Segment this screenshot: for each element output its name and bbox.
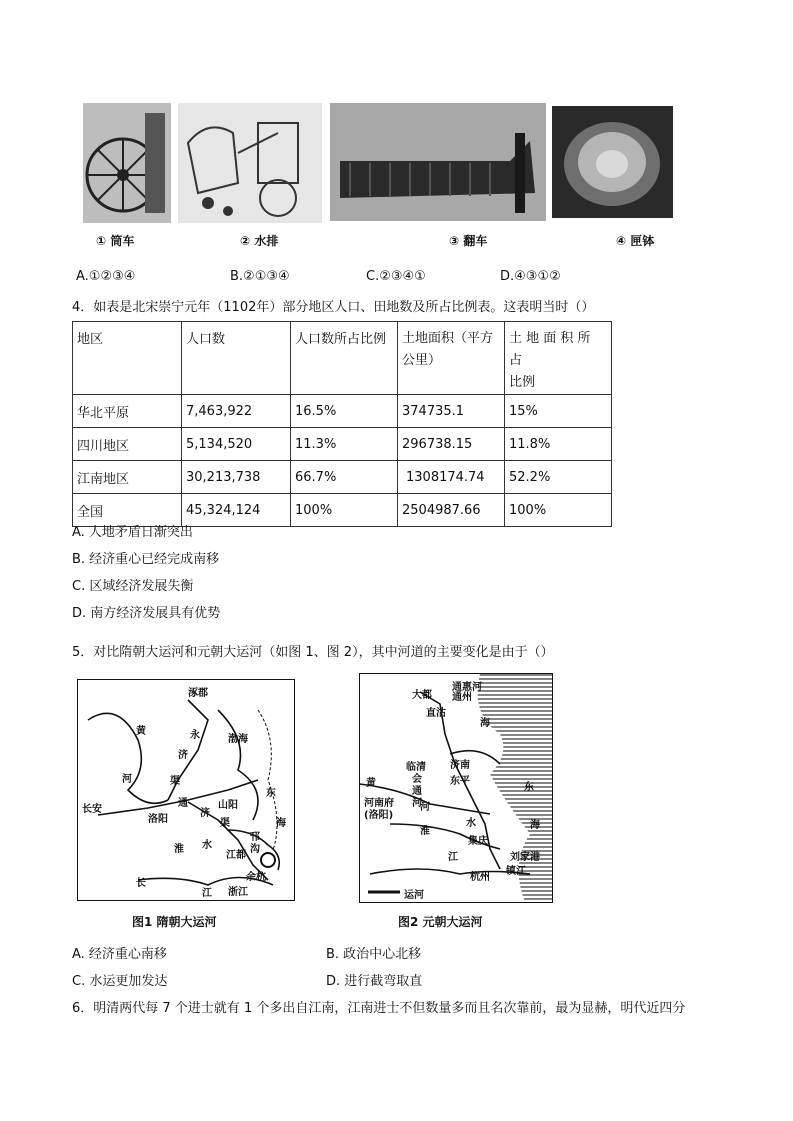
waterwheel-drawing [83,103,171,223]
chain-pump-image [330,103,546,221]
table-cell: 2504987.66 [398,494,505,527]
population-table [72,321,612,527]
map2-label: 临清 [406,762,426,773]
table-cell: 15% [505,395,612,428]
map2-label: 东 [524,782,534,793]
map1-label: 通 [178,798,188,809]
map1-label: 山阳 [218,800,238,811]
map2-label: 镇江 [506,866,526,877]
q4-option-c[interactable]: C. 区域经济发展失衡 [72,579,194,594]
image-caption-2: ② 水排 [240,234,279,248]
table-header-land-area: 土地面积（平方 公里） [398,322,505,395]
map2-label: 大都 [412,690,432,701]
map2-label: 集庆 [468,836,488,847]
chain-pump-drawing [330,103,546,221]
sui-canal-map [77,679,295,901]
kiln-bowl-drawing [552,106,673,218]
map1-label: 涿郡 [188,688,208,699]
map2-label: 河南府 [364,798,394,809]
q3-option-d[interactable]: D.④③①② [500,269,561,284]
map1-label: 河 [122,774,132,785]
table-row [73,395,612,428]
waterwheel-image [83,103,171,223]
table-header-population: 人口数 [182,322,291,395]
q3-option-c[interactable]: C.②③④① [366,269,426,284]
table-header-land-ratio: 土 地 面 积 所 占 比例 [505,322,612,395]
map2-label: 江 [448,852,458,863]
map1-label: 江都 [226,850,246,861]
yuan-canal-map [359,673,553,903]
q5-option-d[interactable]: D. 进行截弯取直 [326,974,423,989]
map1-label: 淮 [174,844,184,855]
table-cell: 296738.15 [398,428,505,461]
map1-label: 长 [136,878,146,889]
map2-legend-label: 运河 [404,890,424,901]
table-cell: 100% [505,494,612,527]
table-cell: 1308174.74 [398,461,505,494]
map2-label: 东平 [450,776,470,787]
table-cell: 华北平原 [73,395,182,428]
map2-label: 淮 [420,826,430,837]
map1-label: 渠 [170,776,180,787]
map1-label: 余杭 [246,872,266,883]
kiln-bowl-image [552,106,673,218]
table-row [73,428,612,461]
map1-label: 浙江 [228,887,248,898]
map2-label: 刘家港 [510,852,540,863]
table-cell: 30,213,738 [182,461,291,494]
table-cell: 四川地区 [73,428,182,461]
q5-option-c[interactable]: C. 水运更加发达 [72,974,168,989]
map2-label: 黄 [366,778,376,789]
map1-label: 渠 [220,818,230,829]
map1-label: 永 [190,730,200,741]
table-cell: 5,134,520 [182,428,291,461]
sui-canal-lines [78,680,294,900]
bellows-image [178,103,322,223]
map1-label: 东 [266,788,276,799]
table-header-population-ratio: 人口数所占比例 [291,322,398,395]
q5-option-a[interactable]: A. 经济重心南移 [72,947,167,962]
map1-label: 海 [276,818,286,829]
map1-label: 邗 [250,832,260,843]
table-cell: 7,463,922 [182,395,291,428]
map1-caption: 图1 隋朝大运河 [132,915,217,929]
map1-label: 济 [178,750,188,761]
table-row [73,461,612,494]
map2-caption: 图2 元朝大运河 [398,915,483,929]
map1-label: 渤海 [228,734,248,745]
table-cell: 16.5% [291,395,398,428]
q4-stem: 4．如表是北宋崇宁元年（1102年）部分地区人口、田地数及所占比例表。这表明当时（） [72,300,595,315]
map2-label: 通州 [452,692,472,703]
map2-label: 杭州 [470,872,490,883]
map2-label: 直沽 [426,708,446,719]
table-cell: 374735.1 [398,395,505,428]
map2-label: 河 [412,798,422,809]
map1-label: 长安 [82,804,102,815]
map2-label: 海 [530,820,540,831]
image-caption-4: ④ 匣钵 [616,234,655,248]
q5-option-b[interactable]: B. 政治中心北移 [326,947,422,962]
table-cell: 52.2% [505,461,612,494]
map2-label: (洛阳) [364,810,394,821]
q6-stem: 6．明清两代每 7 个进士就有 1 个多出自江南，江南进士不但数量多而且名次靠前，最为显赫，明代近四分 [72,1001,686,1016]
map1-label: 沟 [250,844,260,855]
map1-label: 黄 [136,726,146,737]
map1-label: 江 [202,888,212,899]
q5-stem: 5．对比隋朝大运河和元朝大运河（如图 1、图 2），其中河道的主要变化是由于（） [72,645,554,660]
q3-option-a[interactable]: A.①②③④ [76,269,136,284]
q4-option-d[interactable]: D. 南方经济发展具有优势 [72,606,221,621]
map1-label: 洛阳 [148,814,168,825]
table-cell: 66.7% [291,461,398,494]
map2-label: 水 [466,818,476,829]
image-caption-1: ① 筒车 [96,234,135,248]
table-cell: 11.3% [291,428,398,461]
map1-label: 水 [202,840,212,851]
table-cell: 45,324,124 [182,494,291,527]
map2-label: 通惠河 [452,682,482,693]
table-cell: 江南地区 [73,461,182,494]
map2-label: 河 [420,802,430,813]
table-cell: 100% [291,494,398,527]
bellows-drawing [178,103,322,223]
map2-label: 济南 [450,760,470,771]
map2-label: 海 [480,718,490,729]
table-cell: 全国 [73,494,182,527]
image-caption-3: ③ 翻车 [449,234,488,248]
table-header-region: 地区 [73,322,182,395]
map1-label: 济 [200,808,210,819]
table-cell: 11.8% [505,428,612,461]
q4-option-b[interactable]: B. 经济重心已经完成南移 [72,552,220,567]
map2-label: 通 [412,786,422,797]
map2-label: 会 [412,774,422,785]
q4-option-a[interactable]: A. 人地矛盾日渐突出 [72,525,193,540]
q3-option-b[interactable]: B.②①③④ [230,269,290,284]
